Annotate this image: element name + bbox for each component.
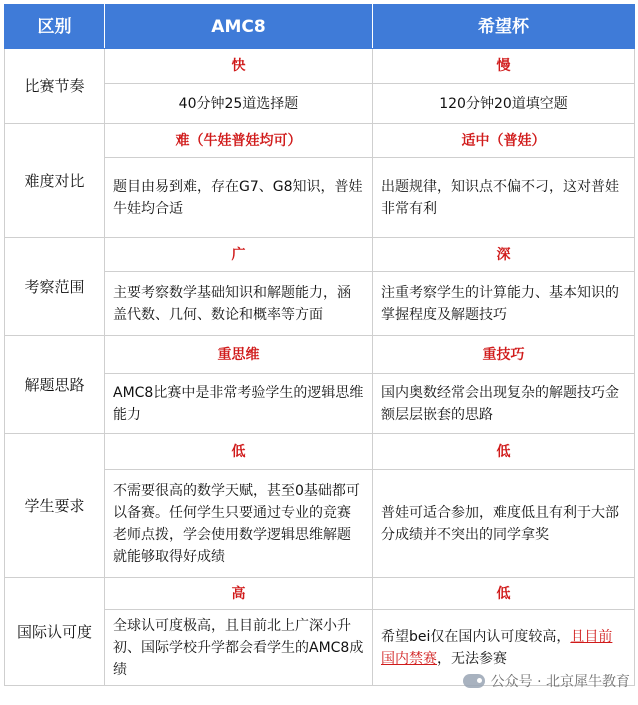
xiwangbei-tag: 重技巧 xyxy=(373,336,635,374)
xiwangbei-desc: 普娃可适合参加，难度低且有利于大部分成绩并不突出的同学拿奖 xyxy=(373,470,635,578)
amc8-desc: 全球认可度极高，且目前北上广深小升初、国际学校升学都会看学生的AMC8成绩 xyxy=(105,610,373,686)
wechat-logo-icon xyxy=(463,674,485,688)
watermark xyxy=(463,671,630,691)
amc8-desc: 题目由易到难，存在G7、G8知识，普娃牛娃均合适 xyxy=(105,158,373,238)
xiwangbei-tag: 适中（普娃） xyxy=(373,124,635,158)
amc8-desc: 主要考察数学基础知识和解题能力，涵盖代数、几何、数论和概率等方面 xyxy=(105,272,373,336)
watermark-text: 公众号 · 北京犀牛教育 xyxy=(490,674,630,690)
xiwangbei-desc: 120分钟20道填空题 xyxy=(373,84,635,124)
header-amc8: AMC8 xyxy=(105,5,373,49)
header-xiwangbei: 希望杯 xyxy=(373,5,635,49)
amc8-desc: AMC8比赛中是非常考验学生的逻辑思维能力 xyxy=(105,374,373,434)
xiwangbei-tag: 慢 xyxy=(373,49,635,84)
xiwangbei-tag: 低 xyxy=(373,434,635,470)
xiwangbei-tag: 低 xyxy=(373,578,635,610)
table-row xyxy=(5,336,635,374)
amc8-tag: 难（牛娃普娃均可） xyxy=(105,124,373,158)
amc8-desc: 不需要很高的数学天赋，甚至0基础都可以备赛。任何学生只要通过专业的竞赛老师点拨，学会使用数学逻辑思维解题就能够取得好成绩 xyxy=(105,470,373,578)
amc8-desc: 40分钟25道选择题 xyxy=(105,84,373,124)
xiwangbei-tag: 深 xyxy=(373,238,635,272)
xiwangbei-desc-part: 希望bei仅在国内认可度较高， xyxy=(381,628,571,645)
table-row xyxy=(5,434,635,470)
comparison-table xyxy=(4,4,635,686)
header-row xyxy=(5,5,635,49)
xiwangbei-desc-part: ，无法参赛 xyxy=(437,650,507,667)
row-category: 国际认可度 xyxy=(5,578,105,686)
row-category: 难度对比 xyxy=(5,124,105,238)
header-category: 区别 xyxy=(5,5,105,49)
xiwangbei-desc: 出题规律，知识点不偏不刁，这对普娃非常有利 xyxy=(373,158,635,238)
amc8-tag: 低 xyxy=(105,434,373,470)
row-category: 解题思路 xyxy=(5,336,105,434)
amc8-tag: 高 xyxy=(105,578,373,610)
ban-highlight: 且目前国内禁赛 xyxy=(381,628,613,667)
table-row xyxy=(5,124,635,158)
amc8-tag: 广 xyxy=(105,238,373,272)
row-category: 比赛节奏 xyxy=(5,49,105,124)
xiwangbei-desc: 国内奥数经常会出现复杂的解题技巧金额层层嵌套的思路 xyxy=(373,374,635,434)
amc8-tag: 重思维 xyxy=(105,336,373,374)
table-row xyxy=(5,238,635,272)
amc8-tag: 快 xyxy=(105,49,373,84)
row-category: 学生要求 xyxy=(5,434,105,578)
row-category: 考察范围 xyxy=(5,238,105,336)
table-row xyxy=(5,49,635,84)
xiwangbei-desc: 注重考察学生的计算能力、基本知识的掌握程度及解题技巧 xyxy=(373,272,635,336)
table-row xyxy=(5,578,635,610)
